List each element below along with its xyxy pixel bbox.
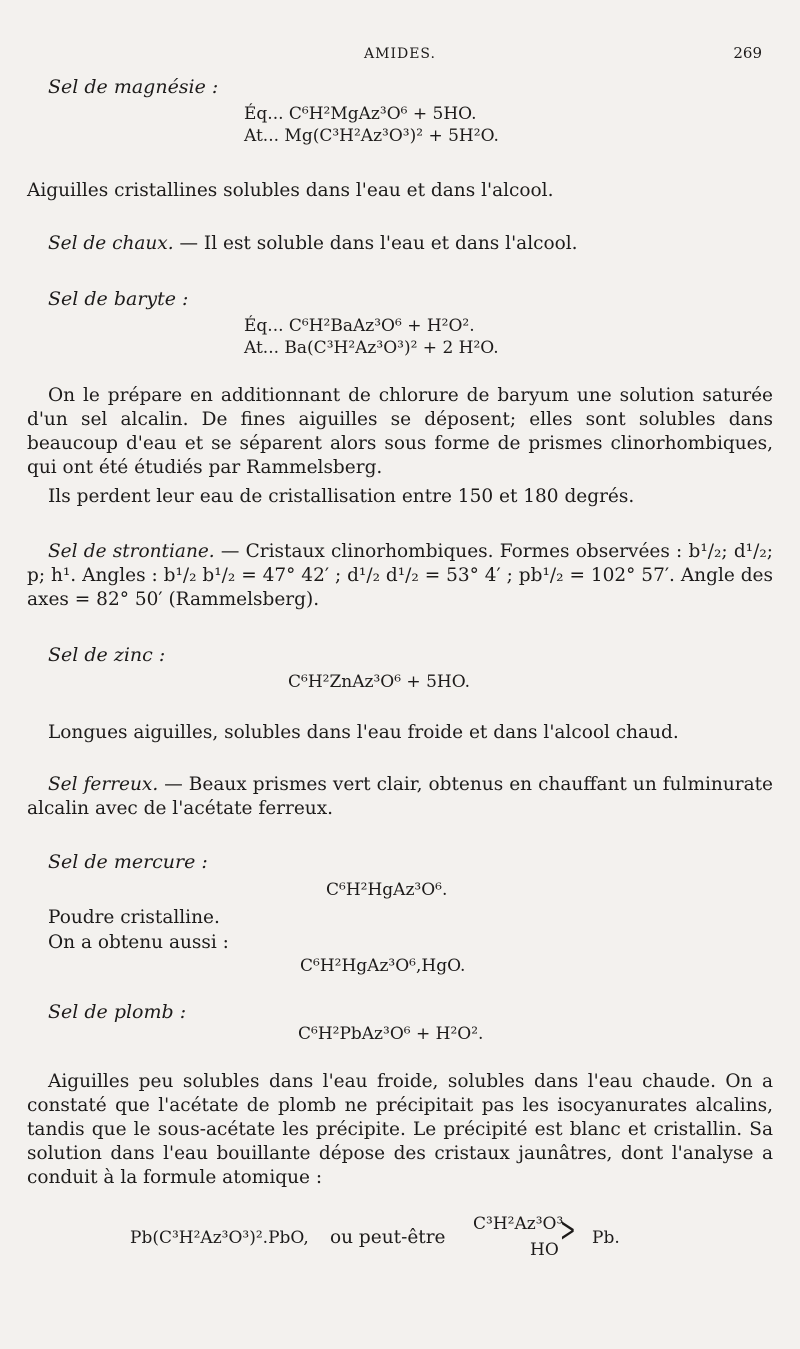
text-mercure-1: Poudre cristalline. bbox=[48, 907, 220, 928]
text-strontiane: — Cristaux clinorhombiques. Formes observées : b¹/₂; d¹/₂; p; h¹. Angles : b¹/₂ b¹/₂ = 47° 42′ ; d¹/₂ d¹/₂ = 53° 4′ ; pb¹/₂ = 102° 57′. Angle des axes = 82° 50′ (Rammelsberg). bbox=[27, 541, 773, 610]
page-number: 269 bbox=[733, 44, 762, 62]
formula-mercure-2: C⁶H²HgAz³O⁶,HgO. bbox=[300, 956, 466, 976]
formula-zinc: C⁶H²ZnAz³O⁶ + 5HO. bbox=[288, 672, 471, 692]
text-zinc: Longues aiguilles, solubles dans l'eau froide et dans l'alcool chaud. bbox=[48, 722, 679, 743]
formula-plomb-atomic: Pb(C³H²Az³O³)².PbO, bbox=[130, 1228, 309, 1248]
formula-magnesie-at: At... Mg(C³H²Az³O³)² + 5H²O. bbox=[244, 126, 499, 146]
text-baryte-2: Ils perdent leur eau de cristallisation entre 150 et 180 degrés. bbox=[48, 486, 635, 507]
formula-upper: C³H²Az³O³ bbox=[473, 1214, 564, 1234]
text-baryte: On le prépare en additionnant de chlorure de baryum une solution saturée d'un sel alcalin. De fines aiguilles se déposent; elles sont solubles dans beaucoup d'eau et se séparent alors sous forme de prismes clinorhombiques, qui ont été étudiés par Rammelsberg. bbox=[27, 385, 773, 478]
formula-lower: HO bbox=[530, 1240, 559, 1260]
text-or-perhaps: ou peut-être bbox=[330, 1227, 446, 1248]
running-head: AMIDES. bbox=[364, 46, 436, 62]
heading-ferreux: Sel ferreux. bbox=[48, 774, 159, 795]
formula-baryte-eq: Éq... C⁶H²BaAz³O⁶ + H²O². bbox=[244, 316, 475, 336]
text-chaux: — Il est soluble dans l'eau et dans l'alcool. bbox=[173, 233, 578, 254]
heading-strontiane: Sel de strontiane. bbox=[48, 541, 215, 562]
heading-plomb: Sel de plomb : bbox=[48, 1001, 187, 1023]
formula-baryte-at: At... Ba(C³H²Az³O³)² + 2 H²O. bbox=[244, 338, 499, 358]
heading-baryte: Sel de baryte : bbox=[48, 288, 189, 310]
formula-magnesie-eq: Éq... C⁶H²MgAz³O⁶ + 5HO. bbox=[244, 104, 477, 124]
text-ferreux: — Beaux prismes vert clair, obtenus en chauffant un fulminurate alcalin avec de l'acétate ferreux. bbox=[27, 774, 773, 819]
heading-zinc: Sel de zinc : bbox=[48, 644, 166, 666]
text-plomb: Aiguilles peu solubles dans l'eau froide, solubles dans l'eau chaude. On a constaté que l'acétate de plomb ne précipitait pas les isocyanurates alcalins, tandis que le sous-acétate les précipite. Le précipité est blanc et cristallin. Sa solution dans l'eau bouillante dépose des cristaux jaunâtres, dont l'analyse a conduit à la formule atomique : bbox=[27, 1071, 773, 1188]
paragraph-chaux bbox=[48, 233, 578, 254]
heading-mercure: Sel de mercure : bbox=[48, 851, 208, 873]
paragraph-strontiane bbox=[27, 540, 773, 612]
paragraph-ferreux bbox=[27, 773, 773, 821]
text-magnesie: Aiguilles cristallines solubles dans l'eau et dans l'alcool. bbox=[27, 180, 554, 201]
bracket-symbol: > bbox=[560, 1210, 576, 1250]
heading-chaux: Sel de chaux. bbox=[48, 233, 174, 254]
heading-magnesie: Sel de magnésie : bbox=[48, 76, 219, 98]
formula-plomb: C⁶H²PbAz³O⁶ + H²O². bbox=[298, 1024, 484, 1044]
text-mercure-2: On a obtenu aussi : bbox=[48, 932, 229, 953]
formula-mercure: C⁶H²HgAz³O⁶. bbox=[326, 880, 448, 900]
formula-right: Pb. bbox=[592, 1228, 620, 1248]
